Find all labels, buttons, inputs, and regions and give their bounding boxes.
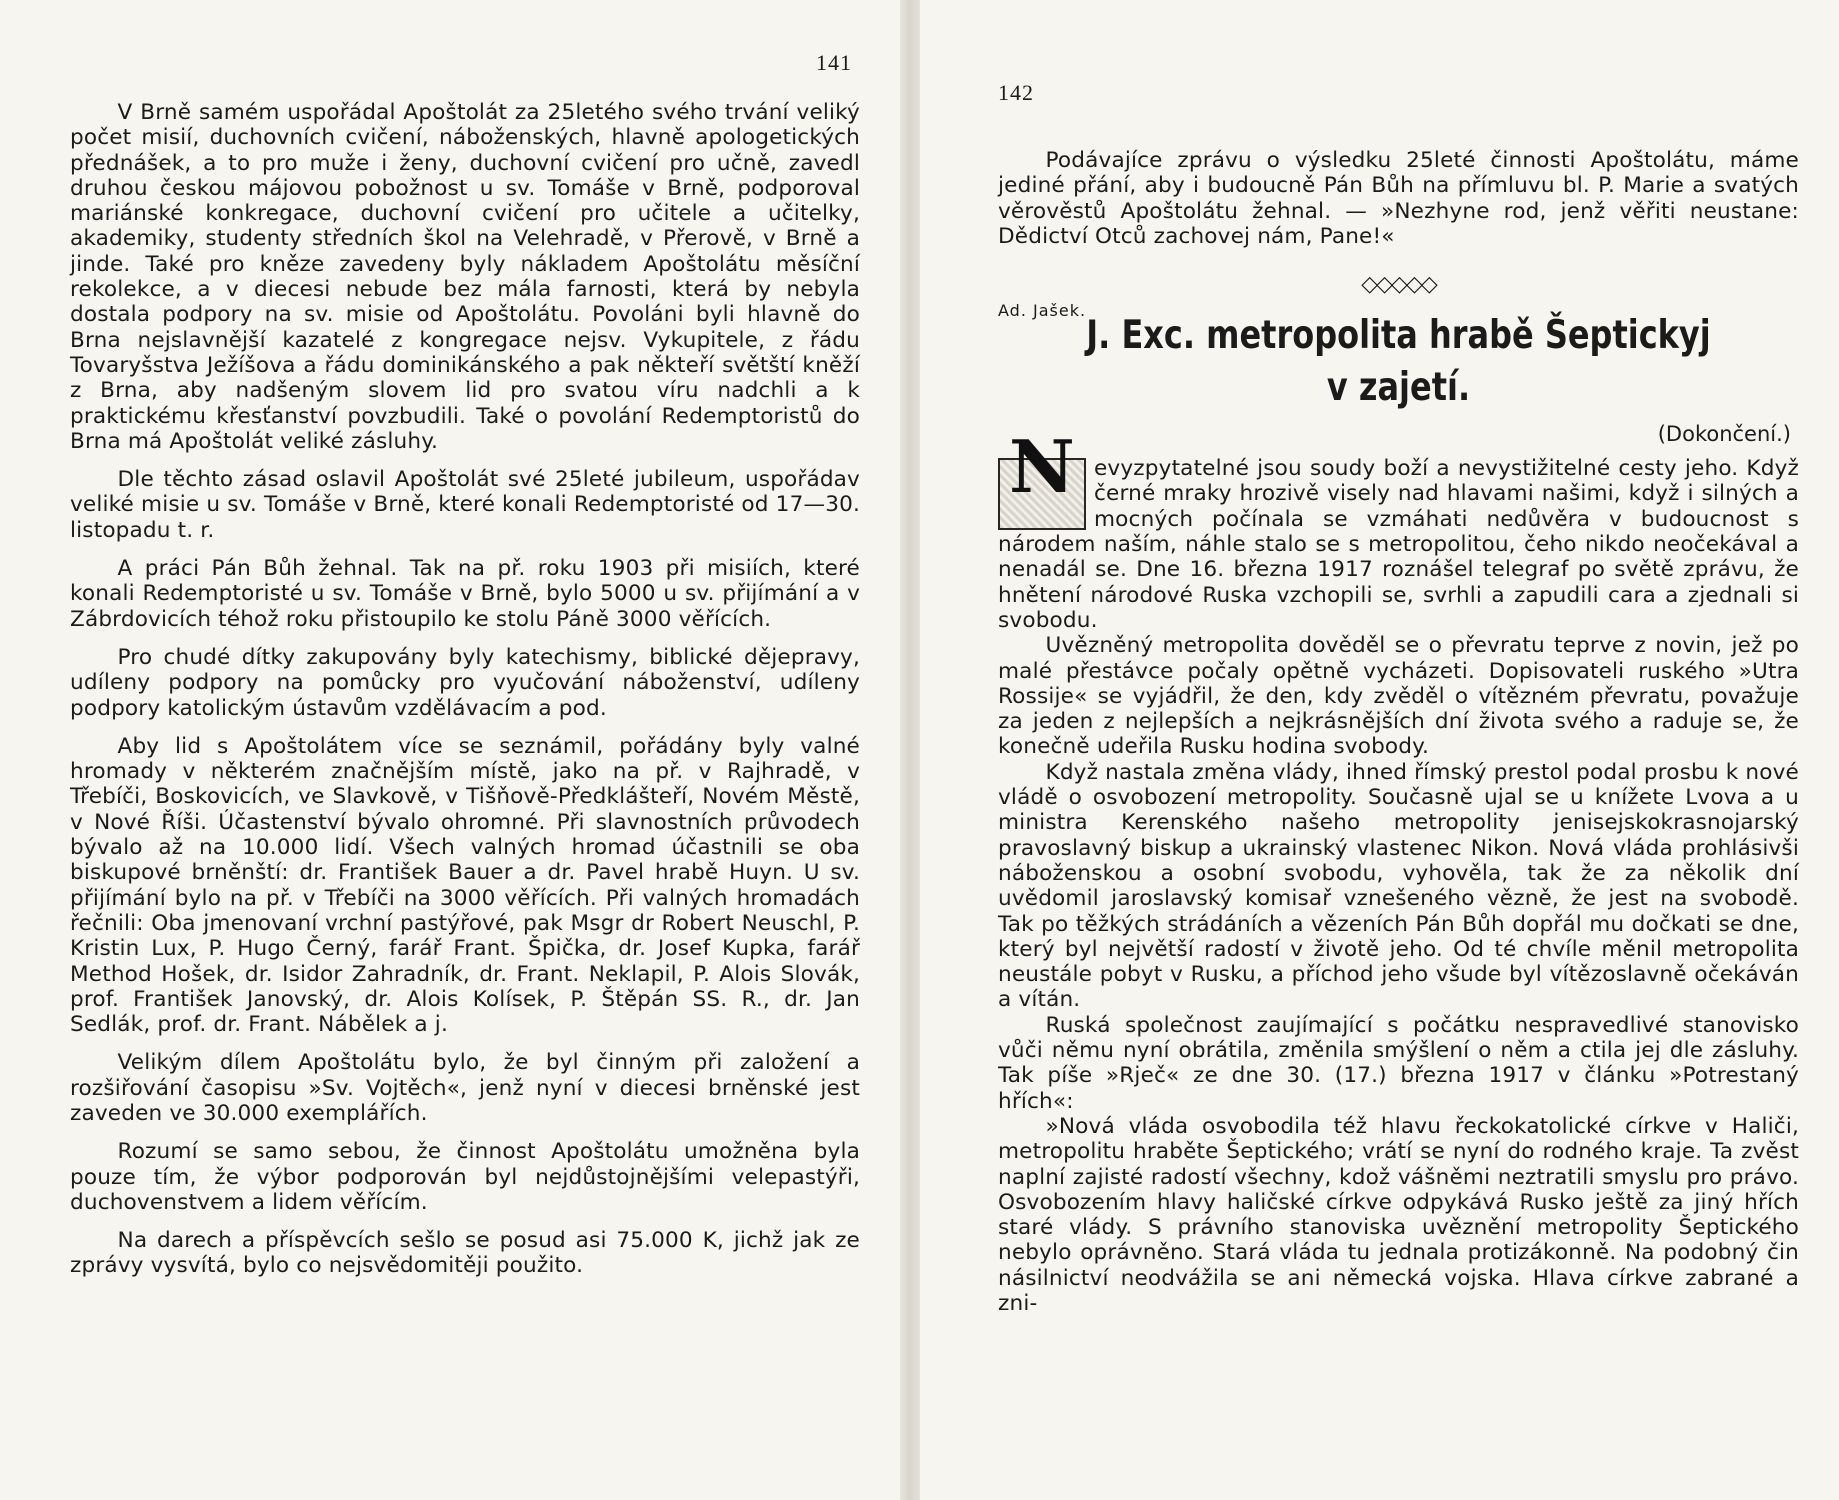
left-page bbox=[0, 0, 900, 1500]
right-page-content bbox=[998, 148, 1799, 1316]
opening-paragraph-text: evyzpytatelné jsou soudy boží a nevystižitelné cesty jeho. Když černé mraky hrozivě visely nad hlavami našimi, když i silných a mocných počínala se vzmáhati nedůvěra v budoucnost s národem naším, náhle stalo se s metropolitou, čeho nikdo neočekával a nenadál se. Dne 16. března 1917 roznášel telegraf po světě zprávu, že hnětení národové Ruska vzchopili se, svrhli a zapudili cara a zjednali si svobodu. bbox=[998, 456, 1799, 633]
page-number: 142 bbox=[998, 80, 1034, 105]
section-ornament: ◇◇◇◇◇ bbox=[1361, 271, 1436, 297]
article-author: Ad. Jašek. bbox=[998, 301, 1087, 321]
paragraph: V Brně samém uspořádal Apoštolát za 25letého svého trvání veliký počet misií, duchovních cvičení, náboženských, hlavně apologetických přednášek, a to pro muže i ženy, duchovní cvičení pro učně, zavedl druhou českou májovou pobožnost u sv. Tomáše v Brně, podporoval mariánské konkregace, duchovní cvičení pro učitele a učitelky, akademiky, studenty středních škol na Velehradě, v Přerově, v Brně a jinde. Také pro kněze zavedeny byly nákladem Apoštolátu měsíční rekolekce, a v diecesi nebude bez mála farnosti, která by nebyla dostala podpory na sv. misie od Apoštolátu. Povoláni byli hlavně do Brna nejslavnější kazatelé z kongregace nejsv. Vykupitele, z řádu Tovaryšstva Ježíšova a řádu dominikánského a pak někteří světští kněží z Brna, aby nadšeným slovem lid pro svatou víru nadchli a k praktickému křesťanství povzbudili. Také o povolání Redemptoristů do Brna má Apoštolát veliké zásluhy. bbox=[70, 100, 860, 454]
paragraph: Uvězněný metropolita dověděl se o převratu teprve z novin, jež po malé přestávce počaly opětně vycházeti. Dopisovateli ruského »Utra Rossije« se vyjádřil, že den, kdy zvěděl o vítězném převratu, považuje za jeden z nejlepších a nejkrásnějších dní života svého a raduje se, že konečně udeřila Rusku hodina svobody. bbox=[998, 633, 1799, 760]
closing-paragraph: Podávajíce zprávu o výsledku 25leté činnosti Apoštolátu, máme jediné přání, aby i budoucně Pán Bůh na přímluvu bl. P. Marie a svatých věrověstů Apoštolátu žehnal. — »Nezhyne rod, jenž věřiti neustane: Dědictví Otců zachovej nám, Pane!« bbox=[998, 148, 1799, 249]
paragraph: Ruská společnost zaujímající s počátku nespravedlivé stanovisko vůči němu nyní obrátila, změnila smýšlení o něm a ctila jej dle zásluhy. Tak píše »Rječ« ze dne 30. (17.) března 1917 v článku »Potrestaný hřích«: bbox=[998, 1012, 1799, 1114]
continuation-note: (Dokončení.) bbox=[1657, 422, 1791, 447]
article-title-line: v zajetí. bbox=[1326, 365, 1471, 411]
paragraph: Pro chudé dítky zakupovány byly katechismy, biblické dějepravy, udíleny podpory na pomůcky pro vyučování náboženství, udíleny podpory katolickým ústavům vzdělávacím a pod. bbox=[70, 644, 860, 721]
quoted-paragraph: »Nová vláda osvobodila též hlavu řeckokatolické církve v Haliči, metropolitu hraběte Šeptického; vrátí se nyní do rodného kraje. Ta zvěst naplní zajisté radostí všechny, kdož vášněmi neztratili smyslu pro právo. Osvobozením hlavy haličské církve odpykává Rusko ještě za jiný hřích staré vlády. S právního stanoviska uvěznění metropolity Šeptického nebylo oprávněno. Stará vláda tu jednala protizákonně. Na podobný čin násilnictví neodvážila se ani německá vojska. Hlava církve zabrané a zni- bbox=[998, 1113, 1799, 1316]
paragraph: Dle těchto zásad oslavil Apoštolát své 25leté jubileum, uspořádav veliké misie u sv. Tomáše v Brně, které konali Redemptoristé od 17—30. listopadu t. r. bbox=[70, 467, 860, 543]
paragraph: Na darech a příspěvcích sešlo se posud asi 75.000 K, jichž jak ze zprávy vysvítá, bylo co nejsvědomitěji použito. bbox=[70, 1228, 860, 1279]
paragraph: Rozumí se samo sebou, že činnost Apoštolátu umožněna byla pouze tím, že výbor podporován byl nejdůstojnějšími velepastýři, duchovenstvem a lidem věřícím. bbox=[70, 1139, 860, 1215]
page-number: 141 bbox=[816, 50, 852, 75]
dropcap-letter: N bbox=[1009, 424, 1075, 510]
article-title bbox=[1070, 310, 1727, 414]
paragraph: A práci Pán Bůh žehnal. Tak na př. roku 1903 při misiích, které konali Redemptoristé u sv. Tomáše v Brně, bylo 5000 u sv. přijímání a v Zábrdovicích téhož roku přistoupilo ke stolu Páně 3000 věřících. bbox=[70, 556, 860, 632]
book-gutter bbox=[900, 0, 920, 1500]
dropcap-initial bbox=[998, 424, 1086, 530]
right-page bbox=[920, 0, 1839, 1500]
paragraph: Velikým dílem Apoštolátu bylo, že byl činným při založení a rozšiřování časopisu »Sv. Vojtěch«, jenž nyní v diecesi brněnské jest zaveden ve 30.000 exemplářích. bbox=[70, 1050, 860, 1126]
article-title-line: J. Exc. metropolita hrabě Šeptickyj bbox=[1086, 313, 1711, 359]
paragraph: Když nastala změna vlády, ihned římský prestol podal prosbu k nové vládě o osvobození metropolity. Současně ujal se u knížete Lvova a u ministra Kerenského našeho metropolity jenisejskokrasnojarský pravoslavný biskup a ukrainský vlastenec Nikon. Nová vláda prohlásivši náboženskou a osobní svobodu, vyhověla, tak že za několik dní uvědomil jaroslavský komisař vznešeného vězně, že jest na svobodě. Tak po těžkých strádáních a vězeních Pán Bůh dopřál mu dočkati se dne, který byl největší radostí v životě jeho. Od té chvíle měnil metropolita neustále pobyt v Rusku, a příchod jeho všude byl vítězoslavně očekáván a vítán. bbox=[998, 759, 1799, 1013]
paragraph: Aby lid s Apoštolátem více se seznámil, pořádány byly valné hromady v některém značnějším místě, jako na př. v Rajhradě, v Třebíči, Boskovicích, ve Slavkově, v Tišňově-Předklášteří, Novém Městě, v Nové Říši. Účastenství bývalo ohromné. Při slavnostních průvodech bývalo až na 10.000 lidí. Všech valných hromad účastnili se oba biskupové brněnští: dr. František Bauer a dr. Pavel hrabě Huyn. U sv. přijímání bylo na př. v Třebíči na 3000 věřících. Při valných hromadách řečnili: Oba jmenovaní vrchní pastýřové, pak Msgr dr Robert Neuschl, P. Kristin Lux, P. Hugo Černý, farář Frant. Špička, dr. Josef Kupka, farář Method Hošek, dr. Isidor Zahradník, dr. Frant. Neklapil, P. Alois Slovák, prof. František Janovský, dr. Alois Kolísek, P. Štěpán SS. R., dr. Jan Sedlák, prof. dr. Frant. Nábělek a j. bbox=[70, 733, 860, 1038]
